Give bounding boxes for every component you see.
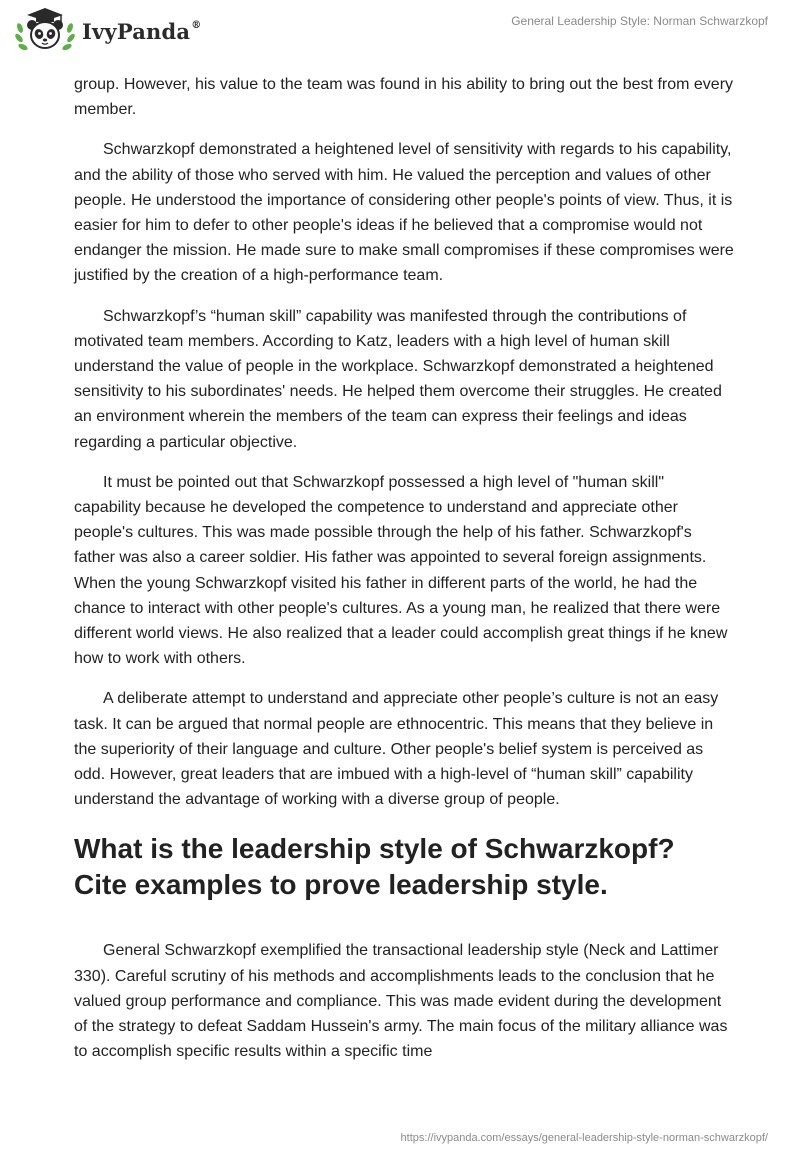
document-title: General Leadership Style: Norman Schwarzkopf — [511, 14, 768, 28]
paragraph: Schwarzkopf’s “human skill” capability was manifested through the contributions of motivated team members. According to Katz, leaders with a high level of human skill understand the value of people in the workplace. Schwarzkopf demonstrated a heightened sensitivity to his subordinates' needs. He helped them overcome their struggles. He created an environment wherein the members of the team can express their feelings and ideas regarding a particular objective. — [74, 307, 722, 451]
essay-body — [74, 72, 734, 1080]
brand-name: IvyPanda® — [82, 18, 202, 44]
page-header — [0, 0, 800, 60]
source-url[interactable]: https://ivypanda.com/essays/general-leadership-style-norman-schwarzkopf/ — [400, 1132, 768, 1144]
paragraph: A deliberate attempt to understand and appreciate other people’s culture is not an easy task. It can be argued that normal people are ethnocentric. This means that they believe in the superiority of their language and culture. Other people's belief system is perceived as odd. However, great leaders that are imbued with a high-level of “human skill” capability understand the advantage of working with a diverse group of people. — [74, 690, 719, 809]
ivypanda-logo[interactable] — [14, 6, 201, 54]
paragraph-continued: group. However, his value to the team was found in his ability to bring out the best from every member. — [74, 76, 734, 119]
paragraph: Schwarzkopf demonstrated a heightened level of sensitivity with regards to his capability, and the ability of those who served with him. He valued the perception and values of other people. He understood the importance of considering other people's points of view. Thus, it is easier for him to defer to other people's ideas if he believed that a compromise would not endanger the mission. He made sure to make small compromises if these compromises were justified by the creation of a high-performance team. — [74, 141, 734, 285]
section-heading: What is the leadership style of Schwarzkopf? Cite examples to prove leadership style. — [74, 833, 675, 901]
paragraph: General Schwarzkopf exemplified the transactional leadership style (Neck and Lattimer 330). Careful scrutiny of his methods and accomplishments leads to the conclusion that he valued group performance and compliance. This was made evident during the development of the strategy to defeat Saddam Hussein's army. The main focus of the military alliance was to accomplish specific results within a specific time — [74, 942, 728, 1061]
panda-logo-icon — [14, 6, 76, 54]
paragraph: It must be pointed out that Schwarzkopf possessed a high level of "human skill" capability because he developed the competence to understand and appreciate other people's cultures. This was made possible through the help of his father. Schwarzkopf's father was also a career soldier. His father was appointed to several foreign assignments. When the young Schwarzkopf visited his father in different parts of the world, he had the chance to interact with other people's cultures. As a young man, he realized that there were different world views. He also realized that a leader could accomplish great things if he knew how to work with others. — [74, 473, 728, 668]
